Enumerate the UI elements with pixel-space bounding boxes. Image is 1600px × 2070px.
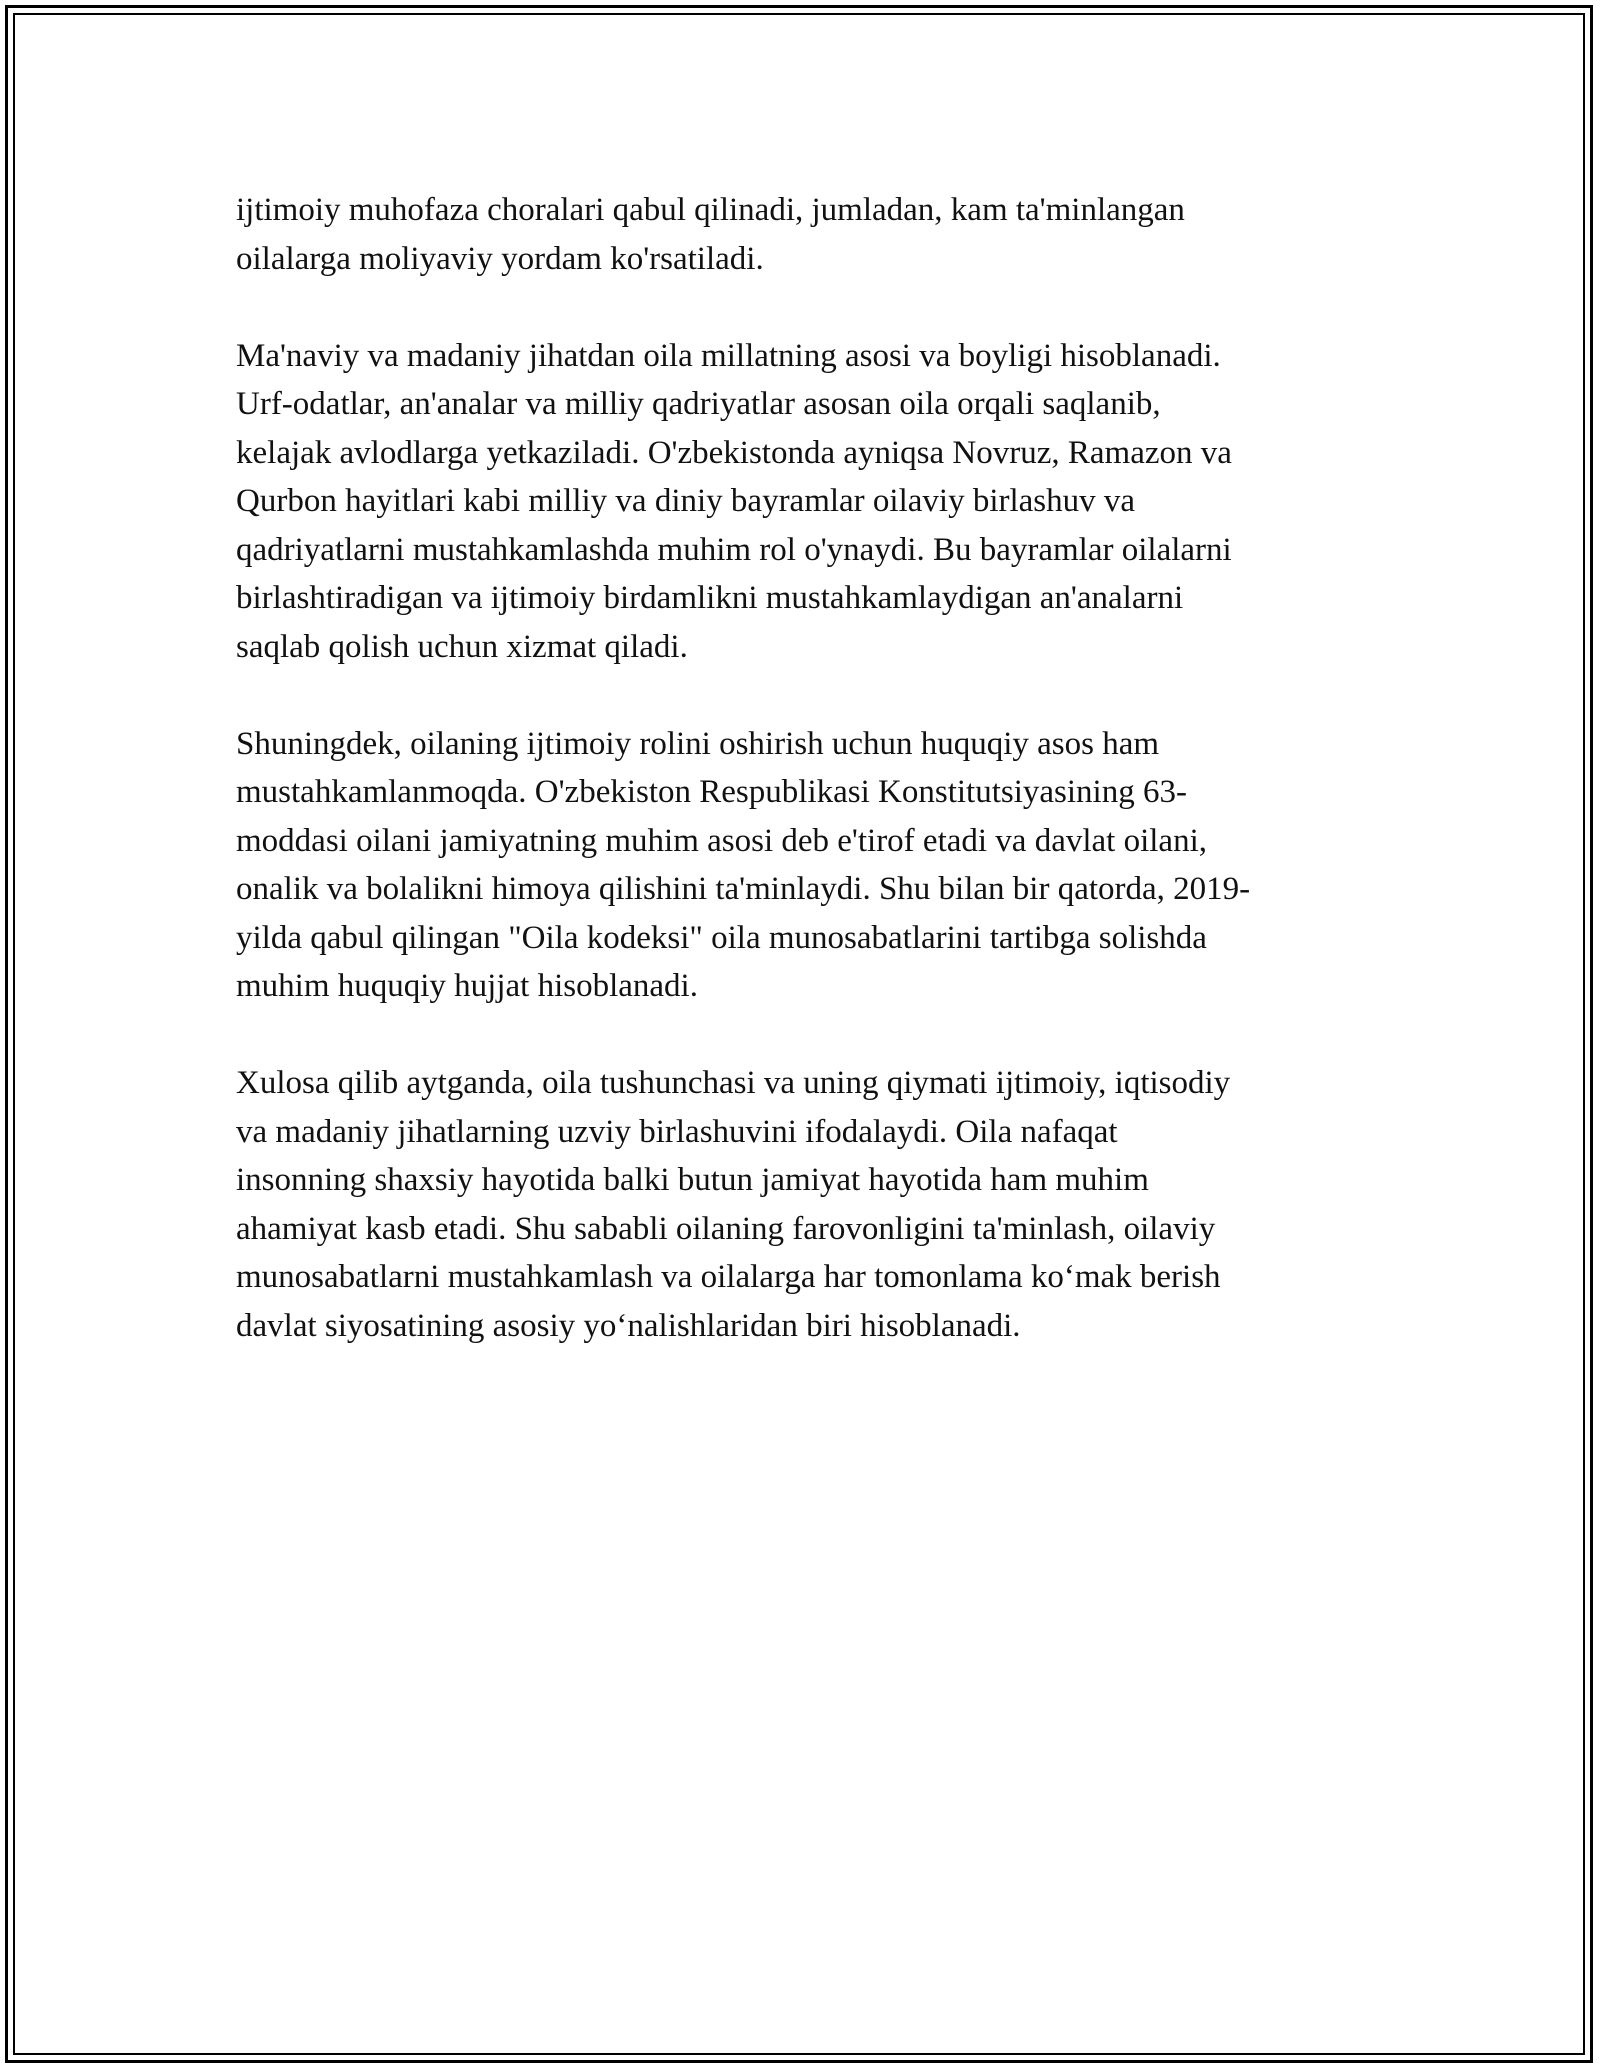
text-line: qadriyatlarni mustahkamlashda muhim rol o'ynaydi. Bu bayramlar oilalarni <box>236 531 1232 568</box>
text-line: kelajak avlodlarga yetkaziladi. O'zbekistonda ayniqsa Novruz, Ramazon va <box>236 434 1232 471</box>
text-line: yilda qabul qilingan "Oila kodeksi" oila munosabatlarini tartibga solishda <box>236 919 1207 956</box>
text-line: Xulosa qilib aytganda, oila tushunchasi va uning qiymati ijtimoiy, iqtisodiy <box>236 1065 1231 1101</box>
text-line: insonning shaxsiy hayotida balki butun jamiyat hayotida ham muhim <box>236 1162 1149 1198</box>
text-line: mustahkamlanmoqda. O'zbekiston Respublikasi Konstitutsiyasining 63- <box>236 774 1187 810</box>
text-line: Qurbon hayitlari kabi milliy va diniy bayramlar oilaviy birlashuv va <box>236 483 1136 519</box>
text-line: ijtimoiy muhofaza choralari qabul qilinadi, jumladan, kam ta'minlangan <box>236 192 1185 228</box>
text-line: oilalarga moliyaviy yordam ko'rsatiladi. <box>236 240 764 277</box>
text-line: va madaniy jihatlarning uzviy birlashuvini ifodalaydi. Oila nafaqat <box>236 1113 1118 1150</box>
text-line: Ma'naviy va madaniy jihatdan oila millatning asosi va boyligi hisoblanadi. <box>236 337 1221 374</box>
text-line: birlashtiradigan va ijtimoiy birdamlikni mustahkamlaydigan an'analarni <box>236 580 1184 616</box>
text-line: munosabatlarni mustahkamlash va oilalarga har tomonlama ko‘mak berish <box>236 1259 1221 1295</box>
document-body <box>236 186 1396 1399</box>
text-line: moddasi oilani jamiyatning muhim asosi deb e'tirof etadi va davlat oilani, <box>236 822 1207 859</box>
text-line: ahamiyat kasb etadi. Shu sababli oilaning farovonligini ta'minlash, oilaviy <box>236 1210 1216 1247</box>
text-line: Urf-odatlar, an'analar va milliy qadriyatlar asosan oila orqali saqlanib, <box>236 386 1161 422</box>
paragraph-legal-basis <box>236 720 1396 1011</box>
text-line: onalik va bolalikni himoya qilishini ta'minlaydi. Shu bilan bir qatorda, 2019- <box>236 871 1251 907</box>
text-line: Shuningdek, oilaning ijtimoiy rolini oshirish uchun huquqiy asos ham <box>236 725 1160 762</box>
text-line: saqlab qolish uchun xizmat qiladi. <box>236 628 688 665</box>
text-line: muhim huquqiy hujjat hisoblanadi. <box>236 968 698 1004</box>
paragraph-social-protection <box>236 186 1396 283</box>
text-line: davlat siyosatining asosiy yo‘nalishlaridan biri hisoblanadi. <box>236 1307 1021 1344</box>
paragraph-conclusion <box>236 1059 1396 1350</box>
paragraph-spiritual-cultural <box>236 332 1396 672</box>
